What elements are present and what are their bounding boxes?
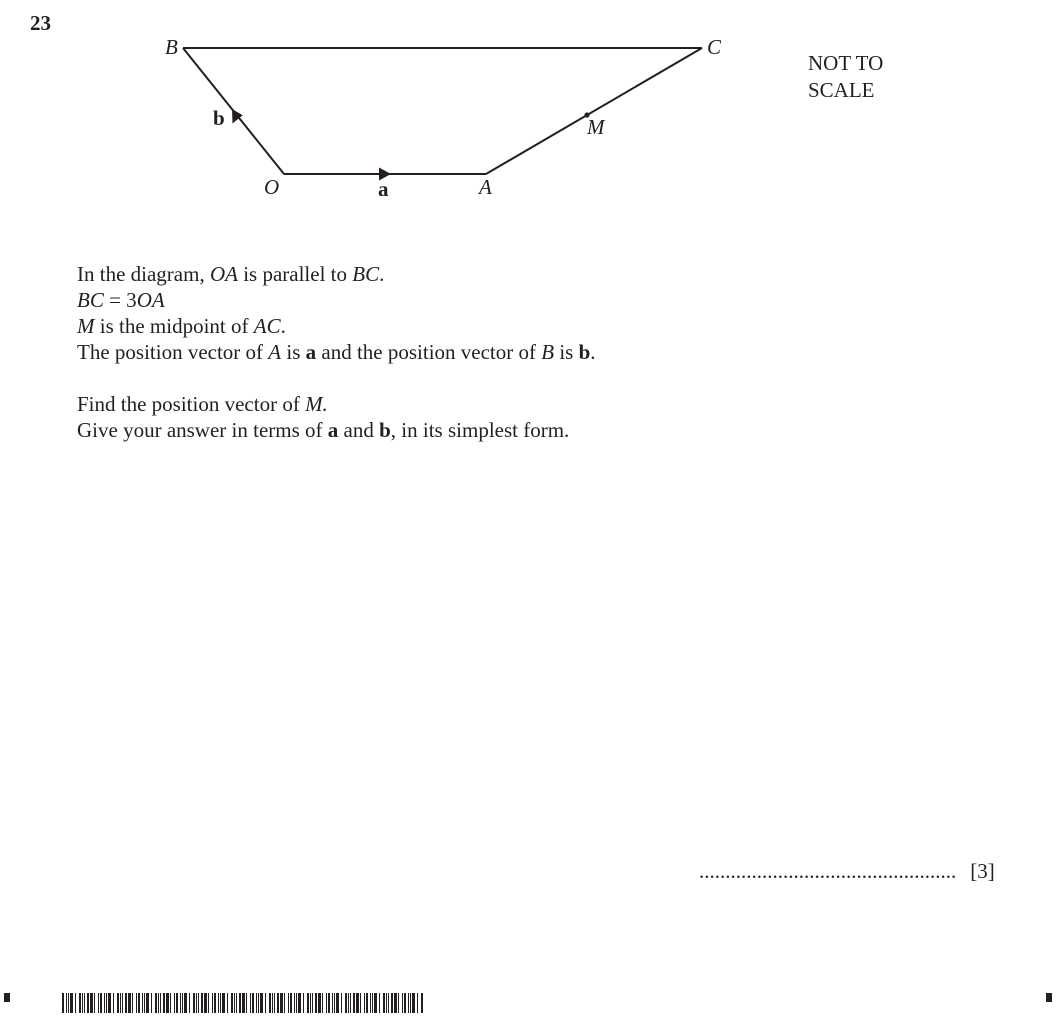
barcode-bar (252, 993, 254, 1013)
barcode-bar (182, 993, 183, 1013)
barcode-bar (155, 993, 157, 1013)
barcode-bar (66, 993, 67, 1013)
barcode-bar (269, 993, 271, 1013)
barcode-bar (258, 993, 259, 1013)
barcode-bar (90, 993, 93, 1013)
barcode-bar (341, 993, 342, 1013)
barcode-bar (383, 993, 385, 1013)
barcode-bar (391, 993, 393, 1013)
barcode-bar (256, 993, 257, 1013)
barcode-bar (70, 993, 73, 1013)
barcode-bar (125, 993, 127, 1013)
marks-indicator: [3] (970, 859, 995, 883)
label-o-point: O (264, 175, 280, 199)
barcode-bar (334, 993, 335, 1013)
barcode-bar (208, 993, 209, 1013)
barcode-bar (280, 993, 283, 1013)
barcode-bar (204, 993, 207, 1013)
barcode-bar (214, 993, 216, 1013)
barcode-bar (132, 993, 133, 1013)
barcode-bar (201, 993, 203, 1013)
barcode-bar (272, 993, 273, 1013)
barcode-bar (412, 993, 415, 1013)
barcode-bar (410, 993, 411, 1013)
barcode-bar (193, 993, 195, 1013)
barcode-bar (227, 993, 228, 1013)
barcode-bar (184, 993, 187, 1013)
barcode-bar (117, 993, 119, 1013)
info-line: In the diagram, OA is parallel to BC. (77, 262, 385, 286)
answer-dotted-line[interactable]: ................................................. (699, 859, 957, 883)
barcode-bar (108, 993, 111, 1013)
barcode-bar (307, 993, 309, 1013)
right-margin-mark (1046, 993, 1052, 1002)
barcode-bar (163, 993, 165, 1013)
barcode-bar (98, 993, 99, 1013)
barcode-bar (310, 993, 311, 1013)
barcode-bar (198, 993, 199, 1013)
barcode-bar (128, 993, 131, 1013)
barcode-bar (364, 993, 365, 1013)
barcode-bar (142, 993, 143, 1013)
barcode-bar (398, 993, 399, 1013)
barcode-bar (303, 993, 304, 1013)
barcode-bar (196, 993, 197, 1013)
trapezium-diagram (0, 0, 1056, 240)
barcode-bar (189, 993, 190, 1013)
barcode-bar (250, 993, 251, 1013)
barcode-bar (388, 993, 389, 1013)
barcode-bar (222, 993, 225, 1013)
barcode-bar (231, 993, 233, 1013)
barcode-bar (246, 993, 247, 1013)
barcode-bar (288, 993, 289, 1013)
barcode-bar (146, 993, 149, 1013)
barcode-bar (366, 993, 368, 1013)
task-line: Give your answer in terms of a and b, in its simplest form. (77, 418, 570, 442)
barcode-bar (353, 993, 355, 1013)
barcode-bar (218, 993, 219, 1013)
barcode-bar (328, 993, 330, 1013)
barcode-bar (394, 993, 397, 1013)
barcode-bar (315, 993, 317, 1013)
barcode-bar (372, 993, 373, 1013)
barcode-bar (374, 993, 377, 1013)
barcode-bar (166, 993, 169, 1013)
label-vector-b: b (213, 106, 225, 130)
barcode-bar (421, 993, 423, 1013)
label-b-point: B (165, 35, 178, 59)
barcode-bar (79, 993, 81, 1013)
info-line: The position vector of A is a and the position vector of B is b. (77, 340, 596, 364)
barcode-bar (104, 993, 105, 1013)
barcode-bar (170, 993, 171, 1013)
info-line: BC = 3OA (77, 288, 165, 312)
barcode-bar (312, 993, 313, 1013)
barcode-bar (386, 993, 387, 1013)
barcode-bar (265, 993, 266, 1013)
left-margin-mark (4, 993, 10, 1002)
label-vector-a: a (378, 177, 389, 201)
barcode-bar (356, 993, 359, 1013)
barcode-bar (138, 993, 140, 1013)
barcode-bar (348, 993, 349, 1013)
label-m-point: M (587, 115, 605, 139)
barcode-bar (274, 993, 275, 1013)
barcode-bar (336, 993, 339, 1013)
barcode-bar (75, 993, 76, 1013)
barcode-bar (106, 993, 107, 1013)
barcode-bar (144, 993, 145, 1013)
barcode-bar (379, 993, 380, 1013)
barcode-bar (62, 993, 64, 1013)
barcode-bar (120, 993, 121, 1013)
edge-ac (486, 48, 702, 174)
barcode-bar (284, 993, 285, 1013)
barcode-bar (113, 993, 114, 1013)
barcode-bar (277, 993, 279, 1013)
barcode-bar (294, 993, 295, 1013)
task-line: Find the position vector of M. (77, 392, 328, 416)
barcode-bar (417, 993, 418, 1013)
barcode-bar (345, 993, 347, 1013)
barcode-bar (326, 993, 327, 1013)
barcode-bar (68, 993, 69, 1013)
barcode-bar (122, 993, 123, 1013)
barcode-bar (84, 993, 85, 1013)
barcode-bar (322, 993, 323, 1013)
barcode-bar (408, 993, 409, 1013)
barcode-bar (296, 993, 297, 1013)
barcode-bar (176, 993, 178, 1013)
barcode-bar (100, 993, 102, 1013)
label-c-point: C (707, 35, 722, 59)
answer-line[interactable] (699, 859, 995, 884)
barcode-bar (234, 993, 235, 1013)
barcode-bar (82, 993, 83, 1013)
barcode-bar (94, 993, 95, 1013)
scale-note-line-1: NOT TO (808, 51, 884, 75)
question-info (77, 261, 596, 365)
barcode-bar (220, 993, 221, 1013)
barcode-bar (298, 993, 301, 1013)
not-to-scale-note (808, 50, 883, 104)
question-task (77, 391, 569, 443)
label-a-point: A (479, 175, 492, 199)
barcode-bar (151, 993, 152, 1013)
barcode-bar (136, 993, 137, 1013)
barcode-bar (212, 993, 213, 1013)
question-number: 23 (30, 11, 51, 35)
barcode-bar (318, 993, 321, 1013)
barcode-bar (402, 993, 403, 1013)
barcode-bar (370, 993, 371, 1013)
barcode-bar (360, 993, 361, 1013)
barcode-bar (180, 993, 181, 1013)
barcode-bar (350, 993, 351, 1013)
barcode-bar (242, 993, 245, 1013)
barcode-bar (158, 993, 159, 1013)
barcode-bar (404, 993, 406, 1013)
barcode-bar (290, 993, 292, 1013)
barcode-bar (332, 993, 333, 1013)
scale-note-line-2: SCALE (808, 78, 875, 102)
barcode-bar (236, 993, 237, 1013)
barcode-bar (160, 993, 161, 1013)
barcode-bar (174, 993, 175, 1013)
barcode-bar (87, 993, 89, 1013)
info-line: M is the midpoint of AC. (77, 314, 286, 338)
barcode-icon (62, 993, 424, 1013)
barcode-bar (260, 993, 263, 1013)
barcode-bar (239, 993, 241, 1013)
